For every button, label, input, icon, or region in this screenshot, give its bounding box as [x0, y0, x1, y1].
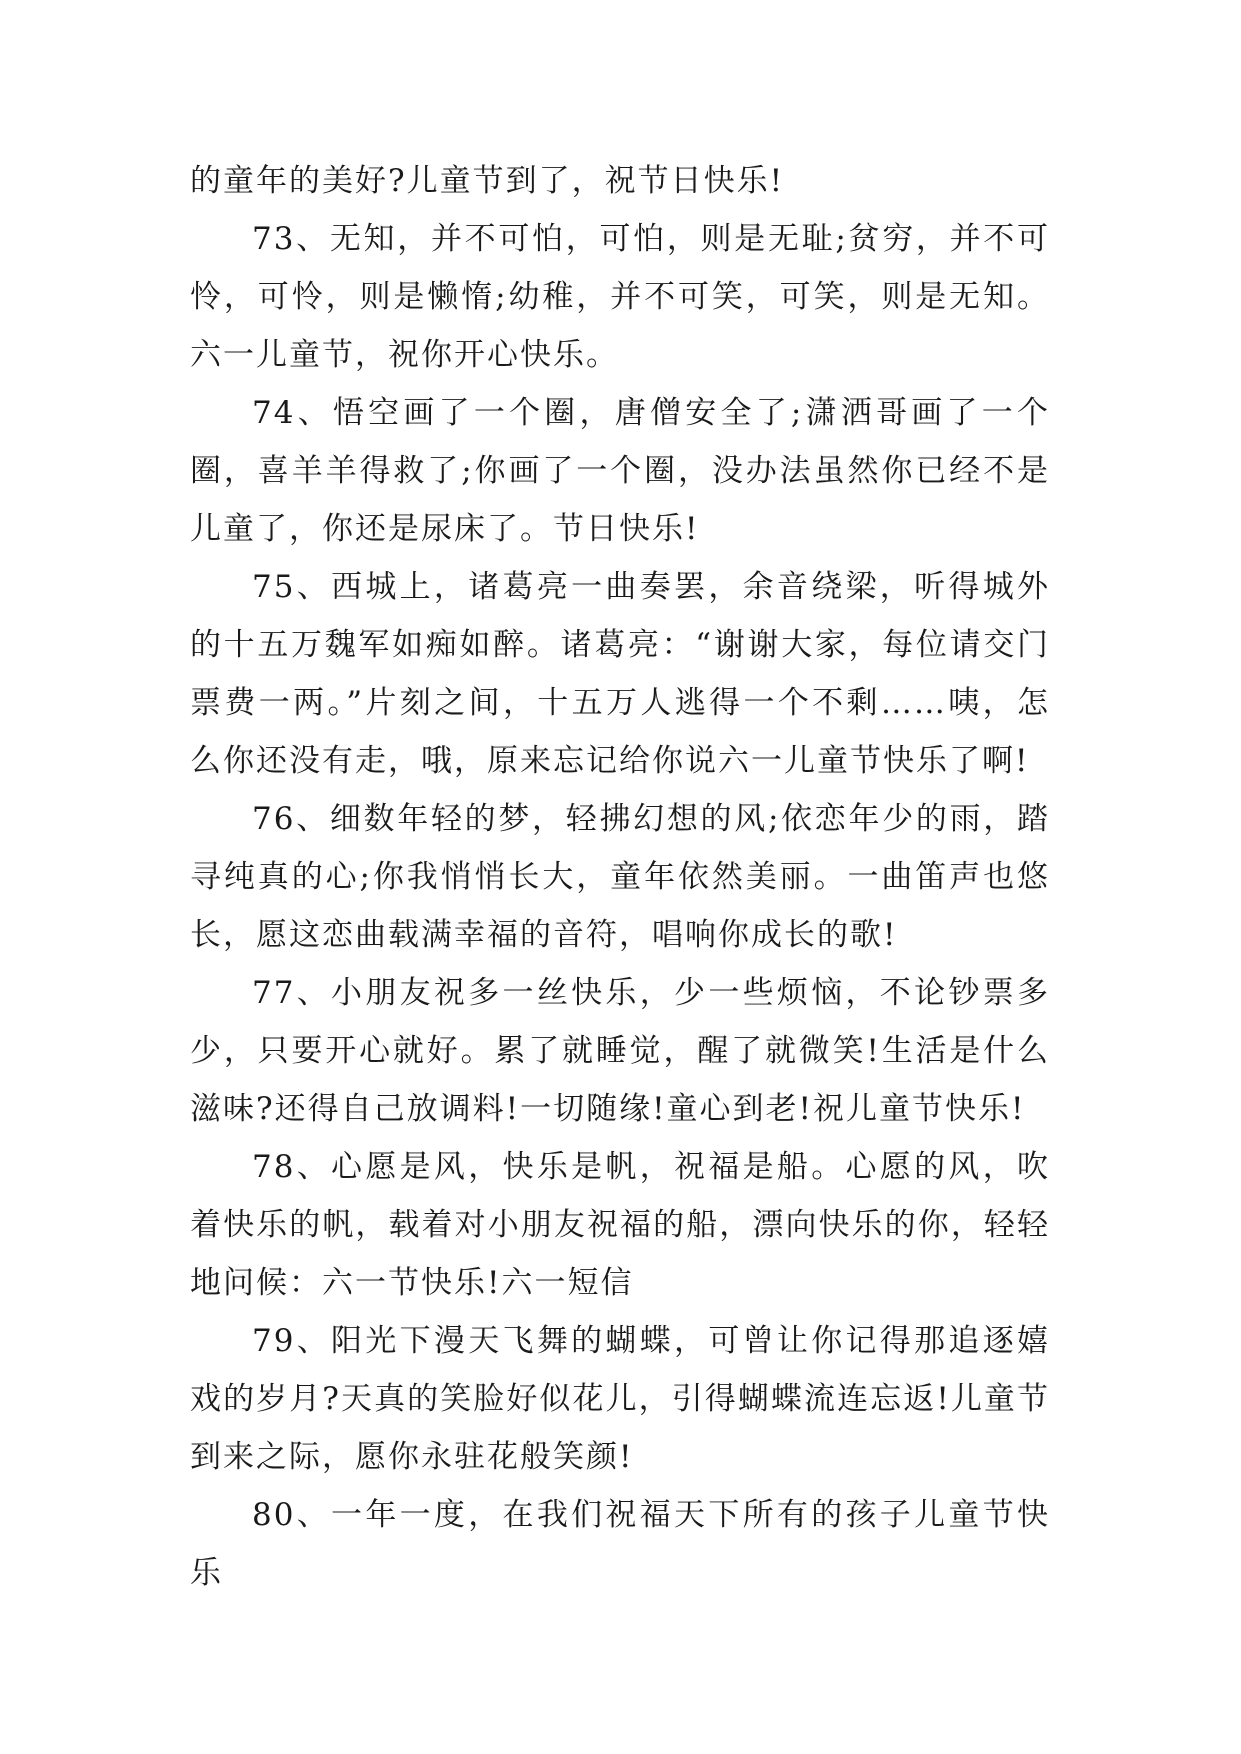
paragraph-80: 80、一年一度，在我们祝福天下所有的孩子儿童节快乐 [190, 1497, 1050, 1591]
paragraph-75: 75、西城上，诸葛亮一曲奏罢，余音绕梁，听得城外的十五万魏军如痴如醉。诸葛亮：“谢谢大家，每位请交门票费一两。”片刻之间，十五万人逃得一个不剩……咦，怎么你还没有走，哦，原来忘记给你说六一儿童节快乐了啊! [190, 569, 1050, 779]
document-page [190, 152, 1050, 1602]
paragraph-78: 78、心愿是风，快乐是帆，祝福是船。心愿的风，吹着快乐的帆，载着对小朋友祝福的船，漂向快乐的你，轻轻地问候：六一节快乐!六一短信 [190, 1149, 1050, 1301]
paragraph-77: 77、小朋友祝多一丝快乐，少一些烦恼，不论钞票多少，只要开心就好。累了就睡觉，醒了就微笑!生活是什么滋味?还得自己放调料!一切随缘!童心到老!祝儿童节快乐! [190, 975, 1050, 1127]
paragraph-continued: 的童年的美好?儿童节到了，祝节日快乐! [190, 163, 785, 199]
paragraph-79: 79、阳光下漫天飞舞的蝴蝶，可曾让你记得那追逐嬉戏的岁月?天真的笑脸好似花儿，引得蝴蝶流连忘返!儿童节到来之际，愿你永驻花般笑颜! [190, 1323, 1050, 1475]
paragraph-76: 76、细数年轻的梦，轻拂幻想的风;依恋年少的雨，踏寻纯真的心;你我悄悄长大，童年依然美丽。一曲笛声也悠长，愿这恋曲载满幸福的音符，唱响你成长的歌! [190, 801, 1050, 953]
paragraph-73: 73、无知，并不可怕，可怕，则是无耻;贫穷，并不可怜，可怜，则是懒惰;幼稚，并不可笑，可笑，则是无知。六一儿童节，祝你开心快乐。 [190, 221, 1050, 373]
paragraph-74: 74、悟空画了一个圈，唐僧安全了;潇洒哥画了一个圈，喜羊羊得救了;你画了一个圈，没办法虽然你已经不是儿童了，你还是尿床了。节日快乐! [190, 395, 1050, 547]
